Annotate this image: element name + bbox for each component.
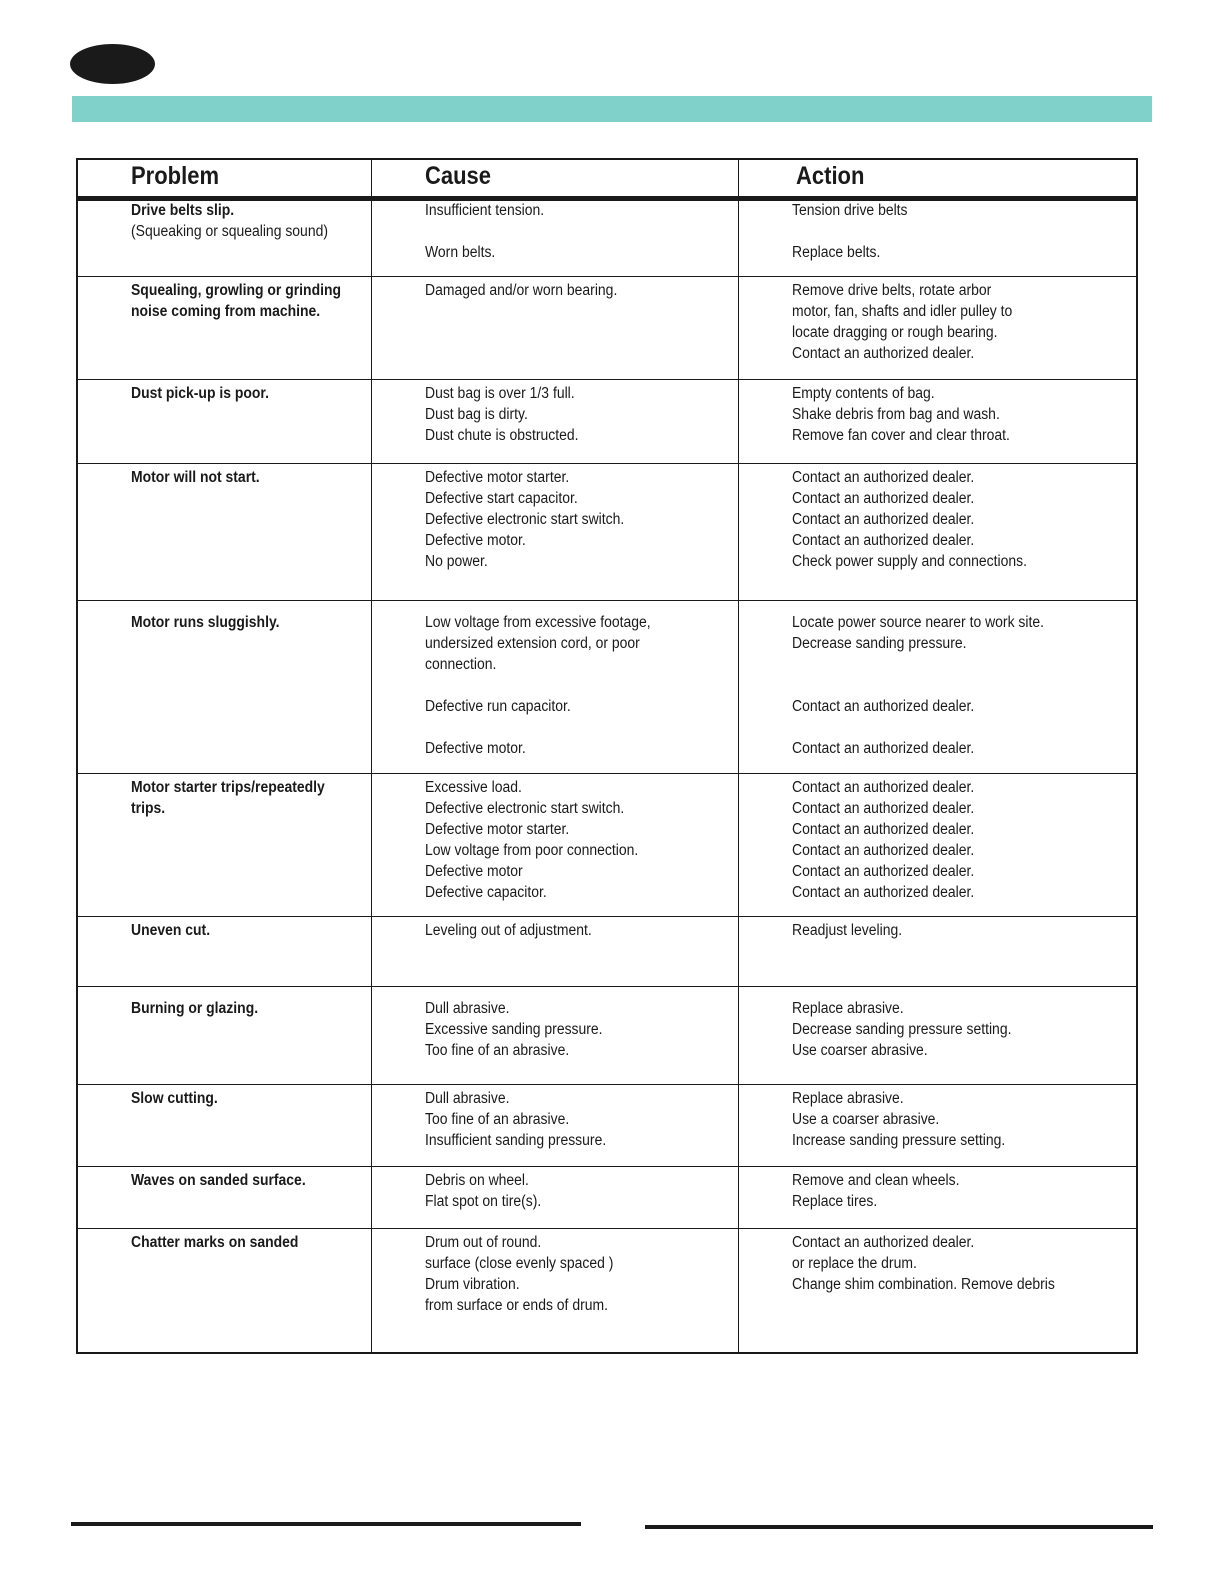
cause-line: Defective electronic start switch. [425,511,625,528]
table-row [78,1166,1136,1229]
cause-line: Defective electronic start switch. [425,800,625,817]
action-cell [792,998,1011,1061]
cause-line: from surface or ends of drum. [425,1297,608,1314]
cause-cell [425,920,592,941]
problem-cell [131,280,341,322]
cause-line [425,717,651,738]
action-line: Contact an authorized dealer. [792,345,975,362]
action-line: Replace abrasive. [792,1000,904,1017]
problem-line: noise coming from machine. [131,303,321,320]
problem-cell [131,383,269,404]
problem-cell [131,200,328,242]
cause-cell [425,200,544,263]
table-row [78,1084,1136,1167]
cause-line: undersized extension cord, or poor [425,635,640,652]
action-line: Check power supply and connections. [792,553,1027,570]
header-cause: Cause [425,162,492,190]
cause-cell [425,1232,613,1316]
action-line: Tension drive belts [792,202,908,219]
cause-line: Dull abrasive. [425,1000,510,1017]
action-line: Contact an authorized dealer. [792,740,975,757]
action-line: Remove and clean wheels. [792,1172,960,1189]
cause-line [425,221,544,242]
action-line: Increase sanding pressure setting. [792,1132,1006,1149]
troubleshooting-table [76,158,1138,1354]
action-line: Remove drive belts, rotate arbor [792,282,992,299]
cause-cell [425,1088,606,1151]
action-cell [792,1232,1055,1295]
cause-line: Worn belts. [425,244,496,261]
action-cell [792,1170,959,1212]
cause-line: Excessive load. [425,779,522,796]
cause-line: Leveling out of adjustment. [425,922,592,939]
problem-line: trips. [131,800,166,817]
cause-line: Dust chute is obstructed. [425,427,579,444]
cause-line: Low voltage from poor connection. [425,842,639,859]
action-line: Contact an authorized dealer. [792,469,975,486]
action-line: Contact an authorized dealer. [792,863,975,880]
cause-cell [425,383,579,446]
cause-line: Drum vibration. [425,1276,520,1293]
problem-line: Slow cutting. [131,1090,218,1107]
action-line: Remove fan cover and clear throat. [792,427,1010,444]
cause-line: Defective motor. [425,740,526,757]
problem-line: Waves on sanded surface. [131,1172,306,1189]
problem-line: Chatter marks on sanded [131,1234,299,1251]
action-line: Contact an authorized dealer. [792,821,975,838]
cause-line: Defective motor [425,863,523,880]
cause-line: Dull abrasive. [425,1090,510,1107]
action-line: Shake debris from bag and wash. [792,406,1000,423]
action-line: Contact an authorized dealer. [792,532,975,549]
action-line: Use a coarser abrasive. [792,1111,940,1128]
table-header [78,160,1136,201]
action-cell [792,467,1027,572]
action-line [792,654,1044,675]
cause-cell [425,1170,541,1212]
table-row [78,463,1136,601]
cause-cell [425,612,651,759]
action-line: locate dragging or rough bearing. [792,324,998,341]
cause-line: Debris on wheel. [425,1172,529,1189]
cause-line: Too fine of an abrasive. [425,1111,570,1128]
problem-cell [131,467,260,488]
table-row [78,276,1136,380]
action-line: Decrease sanding pressure setting. [792,1021,1012,1038]
action-cell [792,777,974,903]
cause-cell [425,777,638,903]
action-line: Contact an authorized dealer. [792,490,975,507]
action-cell [792,280,1012,364]
problem-line: Motor runs sluggishly. [131,614,280,631]
action-line [792,221,908,242]
cause-line: surface (close evenly spaced ) [425,1255,614,1272]
action-cell [792,383,1010,446]
cause-line: Defective run capacitor. [425,698,571,715]
problem-cell [131,777,325,819]
action-line: or replace the drum. [792,1255,917,1272]
problem-line: Motor will not start. [131,469,260,486]
cause-line: Dust bag is over 1/3 full. [425,385,575,402]
action-line: Readjust leveling. [792,922,903,939]
action-line: Locate power source nearer to work site. [792,614,1044,631]
cause-line: Defective capacitor. [425,884,547,901]
table-row [78,379,1136,464]
cause-line: Dust bag is dirty. [425,406,528,423]
table-row [78,196,1136,277]
action-line: Use coarser abrasive. [792,1042,928,1059]
cause-line: Low voltage from excessive footage, [425,614,651,631]
problem-cell [131,1088,218,1109]
cause-line: Defective motor starter. [425,469,570,486]
action-line: Change shim combination. Remove debris [792,1276,1055,1293]
header-problem: Problem [131,162,220,190]
cause-line: Excessive sanding pressure. [425,1021,603,1038]
table-row [78,916,1136,987]
action-line: Contact an authorized dealer. [792,884,975,901]
problem-cell [131,998,258,1019]
action-line: Empty contents of bag. [792,385,935,402]
action-line: Contact an authorized dealer. [792,842,975,859]
action-line: Decrease sanding pressure. [792,635,967,652]
cause-line [425,675,651,696]
table-row [78,986,1136,1085]
action-line: Replace abrasive. [792,1090,904,1107]
action-line: Replace belts. [792,244,881,261]
action-line: Replace tires. [792,1193,878,1210]
cause-line: Insufficient tension. [425,202,545,219]
cause-line: Defective motor starter. [425,821,570,838]
action-line: Contact an authorized dealer. [792,779,975,796]
action-line: motor, fan, shafts and idler pulley to [792,303,1013,320]
cause-cell [425,467,624,572]
problem-line: Motor starter trips/repeatedly [131,779,325,796]
action-line [792,717,1044,738]
cause-line: Defective motor. [425,532,526,549]
action-line: Contact an authorized dealer. [792,698,975,715]
problem-line: Uneven cut. [131,922,211,939]
problem-cell [131,1170,306,1191]
action-cell [792,200,908,263]
table-row [78,773,1136,917]
action-cell [792,612,1044,759]
problem-cell [131,612,280,633]
cause-line: Defective start capacitor. [425,490,578,507]
action-line: Contact an authorized dealer. [792,1234,975,1251]
page-number-badge [70,44,155,84]
cause-line: Too fine of an abrasive. [425,1042,570,1059]
table-row [78,600,1136,774]
section-header-band [72,96,1152,122]
cause-cell [425,998,603,1061]
action-line: Contact an authorized dealer. [792,511,975,528]
problem-cell [131,1232,298,1253]
problem-line: Squealing, growling or grinding [131,282,342,299]
cause-line: No power. [425,553,488,570]
table-row [78,1228,1136,1352]
cause-line: Insufficient sanding pressure. [425,1132,607,1149]
action-line [792,675,1044,696]
footer-rule-left [71,1522,581,1526]
footer-rule-right [645,1525,1153,1529]
cause-cell [425,280,617,301]
cause-line: connection. [425,656,497,673]
problem-line: Burning or glazing. [131,1000,259,1017]
problem-line: Drive belts slip. [131,202,235,219]
problem-cell [131,920,210,941]
problem-line: Dust pick-up is poor. [131,385,269,402]
cause-line: Flat spot on tire(s). [425,1193,542,1210]
action-cell [792,920,902,941]
action-line: Contact an authorized dealer. [792,800,975,817]
cause-line: Damaged and/or worn bearing. [425,282,618,299]
action-cell [792,1088,1005,1151]
header-action: Action [796,162,865,190]
problem-line: (Squeaking or squealing sound) [131,223,328,240]
cause-line: Drum out of round. [425,1234,542,1251]
